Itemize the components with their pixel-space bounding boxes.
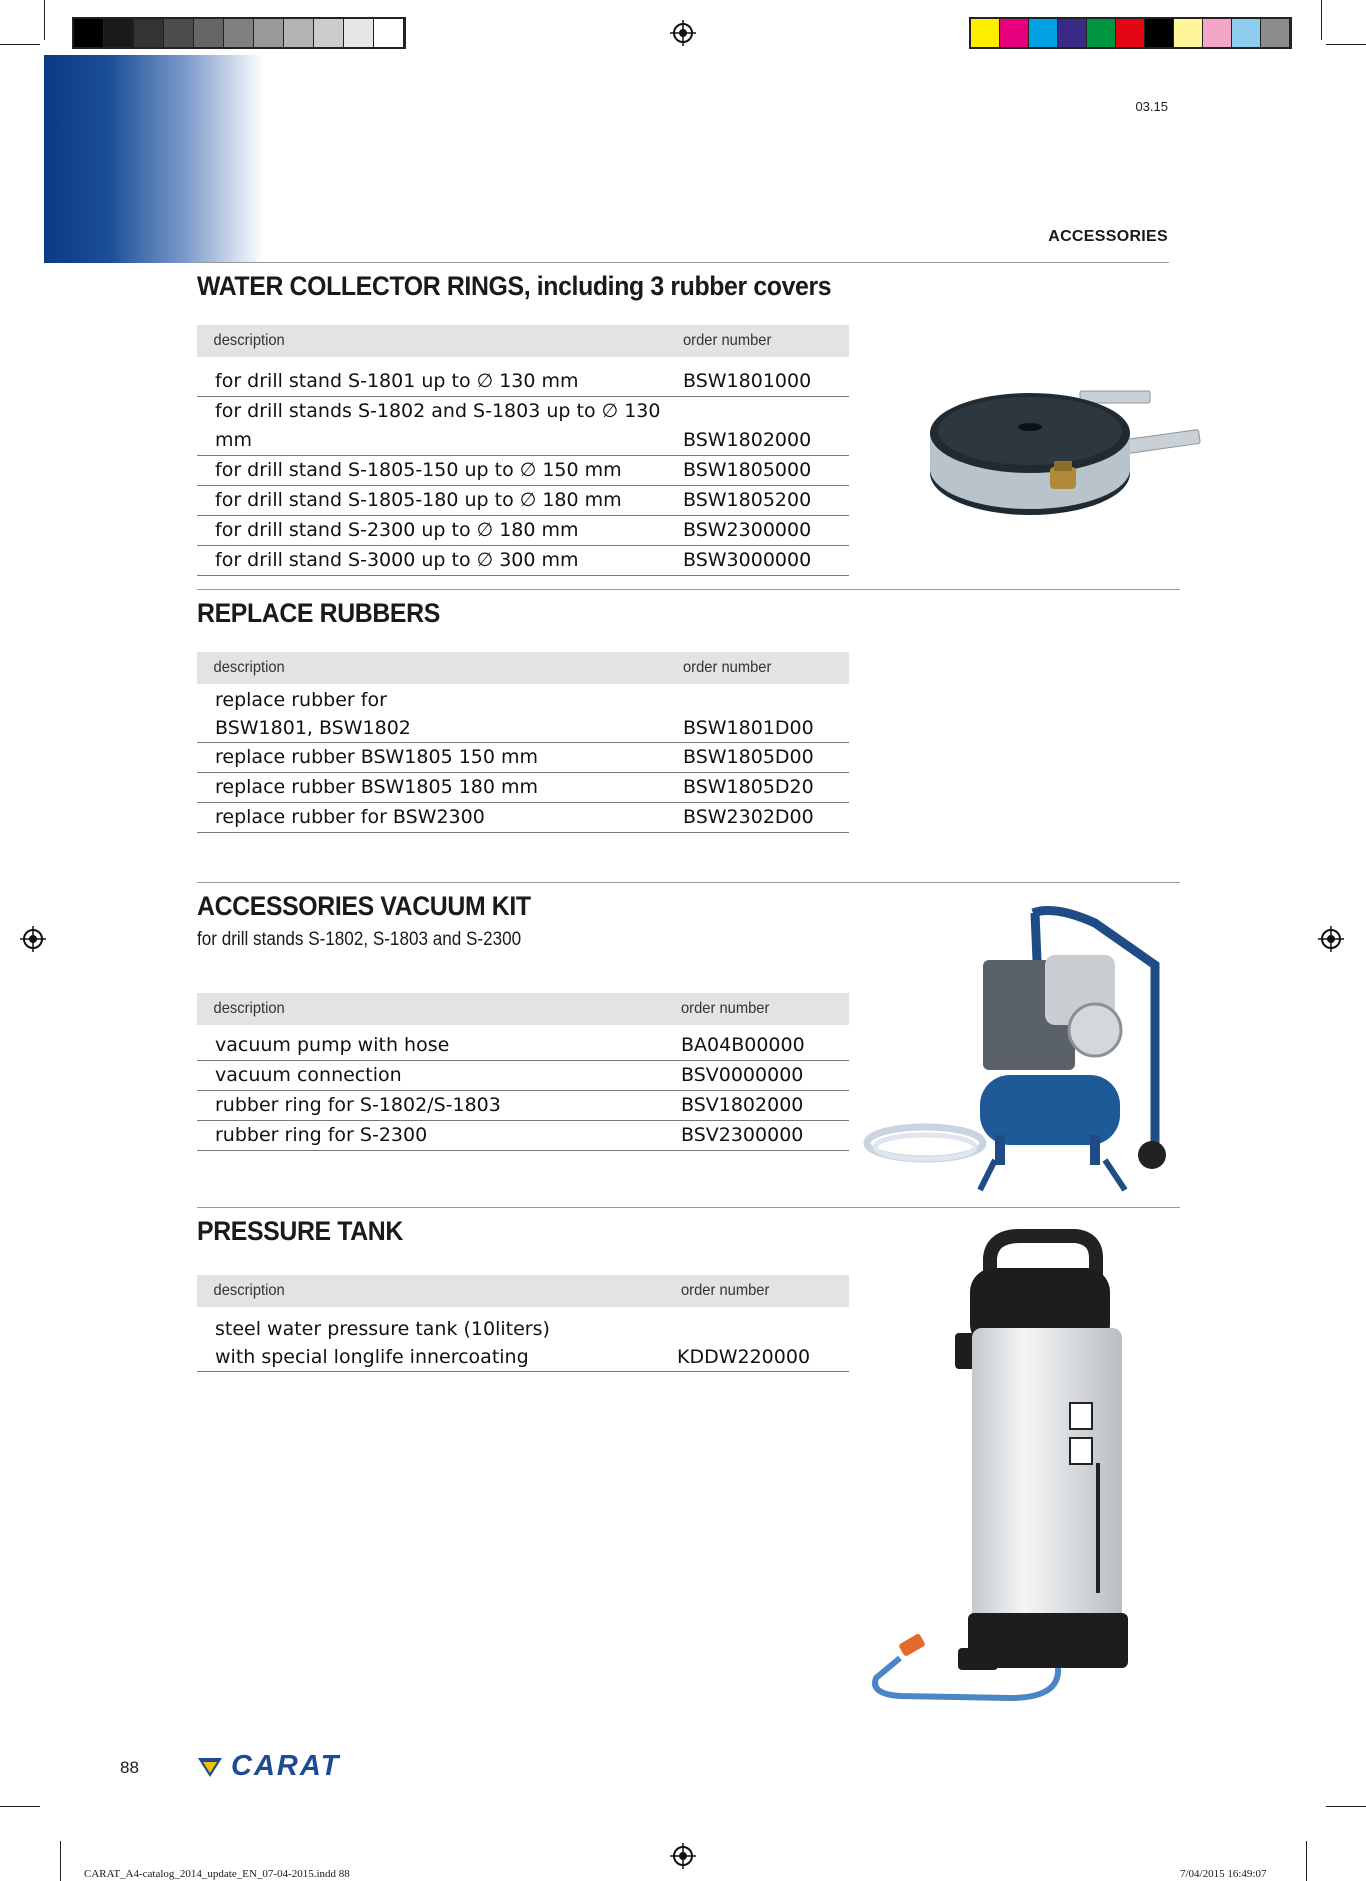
tank-table — [197, 1275, 849, 1372]
rubbers-table — [197, 652, 849, 833]
table-row — [197, 743, 849, 773]
header-color-band — [44, 55, 264, 263]
section-title-collector: WATER COLLECTOR RINGS, including 3 rubber covers — [197, 271, 832, 301]
registration-mark-icon — [670, 20, 696, 46]
color-swatch — [1058, 19, 1087, 47]
row-order-number: KDDW220000 — [677, 1346, 811, 1368]
crop-mark — [1321, 0, 1322, 40]
gray-swatch — [164, 19, 194, 47]
column-description: description — [213, 1282, 285, 1299]
brand-name: CARAT — [231, 1750, 341, 1782]
color-swatch — [971, 19, 1000, 47]
section-title-rubbers: REPLACE RUBBERS — [197, 598, 440, 628]
table-row — [197, 803, 849, 833]
column-order-number: order number — [681, 1000, 770, 1017]
row-order-number: BSW1801D00 — [683, 717, 814, 739]
gray-swatch — [254, 19, 284, 47]
crop-mark — [44, 0, 45, 40]
row-description-line: replace rubber for — [215, 689, 387, 711]
color-swatch — [1000, 19, 1029, 47]
carat-logo-icon — [197, 1756, 223, 1778]
registration-mark-icon — [670, 1843, 696, 1869]
gray-swatch — [284, 19, 314, 47]
table-row — [197, 1307, 849, 1372]
row-description: replace rubber BSW1805 180 mm — [215, 776, 539, 798]
row-order-number: BA04B00000 — [681, 1034, 805, 1056]
row-order-number: BSW2300000 — [683, 519, 812, 541]
divider — [197, 589, 1180, 590]
row-description: vacuum connection — [215, 1064, 402, 1086]
divider — [197, 1207, 1180, 1208]
section-label: ACCESSORIES — [1048, 228, 1168, 245]
gray-swatch — [74, 19, 104, 47]
row-description — [197, 1315, 677, 1371]
table-header — [197, 325, 849, 357]
table-row — [197, 684, 849, 743]
row-order-number: BSW1805200 — [683, 489, 812, 511]
column-order-number: order number — [683, 332, 772, 349]
table-row — [197, 1091, 849, 1121]
row-description-line: BSW1801, BSW1802 — [215, 717, 411, 739]
column-order-number: order number — [683, 659, 772, 676]
color-swatch — [1261, 19, 1290, 47]
crop-mark — [1326, 1806, 1366, 1807]
gray-swatch — [314, 19, 344, 47]
row-order-number: BSV2300000 — [681, 1124, 804, 1146]
row-description: for drill stand S-1805-180 up to ∅ 180 mm — [215, 489, 622, 511]
row-order-number: BSW2302D00 — [683, 806, 814, 828]
row-description: replace rubber for BSW2300 — [215, 806, 485, 828]
collector-ring-image — [920, 375, 1210, 525]
divider — [197, 262, 1169, 263]
row-order-number: BSW1801000 — [683, 370, 812, 392]
color-calibration-bar — [969, 17, 1292, 49]
section-title-vacuum: ACCESSORIES VACUUM KIT — [197, 891, 531, 921]
row-description-line: steel water pressure tank (10liters) — [215, 1318, 550, 1340]
vacuum-pump-image — [855, 905, 1175, 1195]
column-description: description — [213, 332, 285, 349]
row-description: rubber ring for S-2300 — [215, 1124, 428, 1146]
collector-table — [197, 325, 849, 576]
row-order-number: BSV0000000 — [681, 1064, 804, 1086]
table-header — [197, 1275, 849, 1307]
row-description-line: with special longlife innercoating — [215, 1346, 529, 1368]
row-description: replace rubber BSW1805 150 mm — [215, 746, 539, 768]
color-swatch — [1116, 19, 1145, 47]
color-swatch — [1174, 19, 1203, 47]
edition-label: 03.15 — [1135, 99, 1168, 114]
section-subtitle-vacuum: for drill stands S-1802, S-1803 and S-2300 — [197, 929, 522, 950]
row-order-number: BSW1802000 — [683, 429, 812, 451]
print-slug-file: CARAT_A4-catalog_2014_update_EN_07-04-2015.indd 88 — [84, 1868, 350, 1880]
divider — [197, 882, 1180, 883]
row-description: for drill stands S-1802 and S-1803 up to ∅ 130 mm — [215, 400, 661, 451]
table-row — [197, 367, 849, 397]
column-description: description — [213, 1000, 285, 1017]
color-swatch — [1232, 19, 1261, 47]
gray-swatch — [134, 19, 164, 47]
registration-mark-icon — [20, 926, 46, 952]
row-description: rubber ring for S-1802/S-1803 — [215, 1094, 501, 1116]
column-description: description — [213, 659, 285, 676]
gray-swatch — [194, 19, 224, 47]
row-order-number: BSW3000000 — [683, 549, 812, 571]
table-header — [197, 652, 849, 684]
gray-swatch — [104, 19, 134, 47]
gray-swatch — [224, 19, 254, 47]
table-row — [197, 773, 849, 803]
color-swatch — [1203, 19, 1232, 47]
registration-mark-icon — [1318, 926, 1344, 952]
pressure-tank-image — [860, 1228, 1150, 1708]
vacuum-table — [197, 993, 849, 1151]
table-row — [197, 546, 849, 576]
table-row — [197, 486, 849, 516]
grayscale-calibration-bar — [72, 17, 406, 49]
row-description: for drill stand S-1805-150 up to ∅ 150 mm — [215, 459, 622, 481]
crop-mark — [1326, 44, 1366, 45]
crop-mark — [1306, 1841, 1307, 1881]
row-description: vacuum pump with hose — [215, 1034, 450, 1056]
table-row — [197, 456, 849, 486]
row-description — [197, 686, 683, 742]
table-row — [197, 1031, 849, 1061]
column-order-number: order number — [681, 1282, 770, 1299]
table-row — [197, 397, 849, 456]
row-order-number: BSW1805000 — [683, 459, 812, 481]
print-slug-date: 7/04/2015 16:49:07 — [1180, 1868, 1267, 1880]
crop-mark — [0, 44, 40, 45]
row-order-number: BSW1805D20 — [683, 776, 814, 798]
gray-swatch — [344, 19, 374, 47]
carat-logo — [197, 1750, 340, 1783]
row-order-number: BSW1805D00 — [683, 746, 814, 768]
color-swatch — [1145, 19, 1174, 47]
section-title-tank: PRESSURE TANK — [197, 1216, 403, 1246]
color-swatch — [1087, 19, 1116, 47]
crop-mark — [0, 1806, 40, 1807]
color-swatch — [1029, 19, 1058, 47]
gray-swatch — [374, 19, 404, 47]
page-number: 88 — [120, 1758, 139, 1777]
row-description: for drill stand S-1801 up to ∅ 130 mm — [215, 370, 579, 392]
table-row — [197, 1061, 849, 1091]
row-description: for drill stand S-3000 up to ∅ 300 mm — [215, 549, 579, 571]
crop-mark — [60, 1841, 61, 1881]
row-description: for drill stand S-2300 up to ∅ 180 mm — [215, 519, 579, 541]
table-header — [197, 993, 849, 1025]
table-row — [197, 1121, 849, 1151]
row-order-number: BSV1802000 — [681, 1094, 804, 1116]
table-row — [197, 516, 849, 546]
